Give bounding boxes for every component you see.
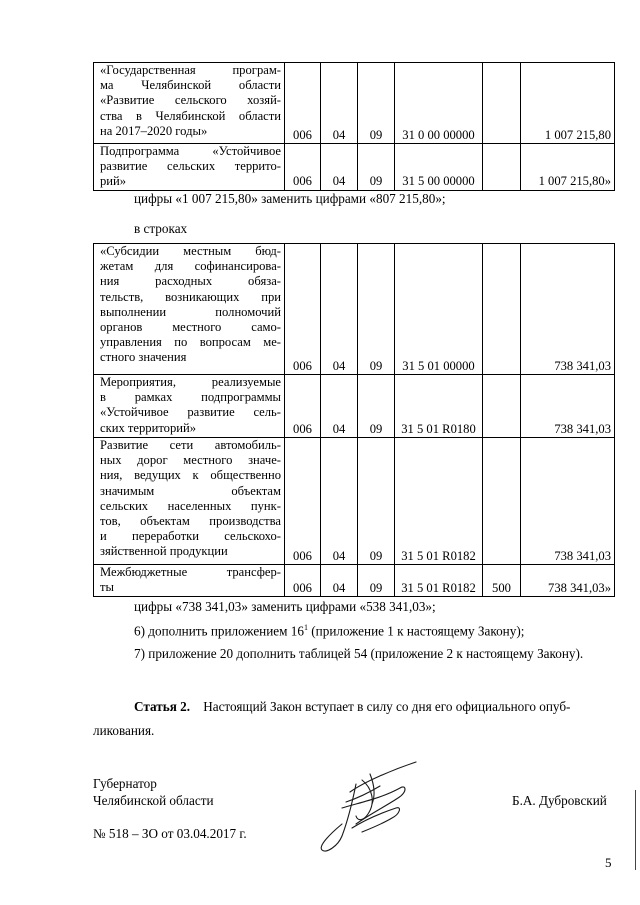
sum-cell: 1 007 215,80» bbox=[521, 144, 615, 191]
pr-cell: 09 bbox=[358, 144, 395, 191]
name-line: и переработки сельскохо- bbox=[100, 529, 281, 544]
rz-cell: 04 bbox=[321, 244, 358, 375]
rz-cell: 04 bbox=[321, 63, 358, 144]
csr-cell: 31 5 01 R0180 bbox=[395, 375, 483, 438]
vr-cell bbox=[483, 63, 521, 144]
in-rows-label: в строках bbox=[134, 221, 188, 236]
item-7: 7) приложение 20 дополнить таблицей 54 (приложение 2 к настоящему Закону). bbox=[134, 646, 584, 661]
vr-cell: 500 bbox=[483, 565, 521, 597]
rz-cell: 04 bbox=[321, 144, 358, 191]
name-line: жетам для софинансирова- bbox=[100, 259, 281, 274]
name-line: ты bbox=[100, 580, 114, 595]
signatory-name: Б.А. Дубровский bbox=[512, 793, 607, 808]
pr-cell: 09 bbox=[358, 63, 395, 144]
rz-cell: 04 bbox=[321, 565, 358, 597]
item-6-text: 6) дополнить приложением 16 bbox=[134, 623, 304, 639]
name-line: на 2017–2020 годы» bbox=[100, 123, 208, 138]
name-line: «Развитие сельского хозяй- bbox=[100, 93, 281, 108]
name-line: ма Челябинской области bbox=[100, 78, 281, 93]
pr-cell: 09 bbox=[358, 438, 395, 565]
name-line: развитие сельских террито- bbox=[100, 159, 281, 174]
name-line: Развитие сети автомобиль- bbox=[100, 438, 281, 452]
name-line: ния, ведущих к общественно bbox=[100, 468, 281, 483]
signature-stroke bbox=[350, 762, 416, 792]
page-number: 5 bbox=[605, 855, 612, 870]
signature-title bbox=[93, 775, 214, 809]
name-line: органов местного само- bbox=[100, 320, 281, 335]
name-line: «Субсидии местным бюд- bbox=[100, 244, 281, 258]
vr-cell bbox=[483, 438, 521, 565]
name-line: значимым объектам bbox=[100, 483, 281, 498]
program-name-cell bbox=[94, 438, 285, 565]
vr-cell bbox=[483, 144, 521, 191]
item-6 bbox=[134, 623, 524, 639]
name-line: рий» bbox=[100, 174, 127, 189]
name-line: в рамках подпрограммы bbox=[100, 390, 281, 405]
program-name-cell bbox=[94, 144, 285, 191]
article-2-line-1 bbox=[134, 699, 570, 715]
replace-instruction-2: цифры «738 341,03» заменить цифрами «538 341,03»; bbox=[134, 599, 436, 614]
csr-cell: 31 5 01 R0182 bbox=[395, 565, 483, 597]
program-name-cell bbox=[94, 63, 285, 144]
csr-cell: 31 5 01 R0182 bbox=[395, 438, 483, 565]
name-line: зяйственной продукции bbox=[100, 544, 228, 559]
pr-cell: 09 bbox=[358, 244, 395, 375]
ved-cell: 006 bbox=[285, 375, 321, 438]
name-line: тельств, возникающих при bbox=[100, 289, 281, 304]
article-2-label: Статья 2. bbox=[134, 699, 191, 714]
csr-cell: 31 5 01 00000 bbox=[395, 244, 483, 375]
pr-cell: 09 bbox=[358, 565, 395, 597]
sum-cell: 1 007 215,80 bbox=[521, 63, 615, 144]
pr-cell: 09 bbox=[358, 375, 395, 438]
rz-cell: 04 bbox=[321, 375, 358, 438]
rz-cell: 04 bbox=[321, 438, 358, 565]
sum-cell: 738 341,03» bbox=[521, 565, 615, 597]
name-line: сельских населенных пунк- bbox=[100, 498, 281, 513]
name-line: Подпрограмма «Устойчивое bbox=[100, 144, 281, 158]
ved-cell: 006 bbox=[285, 438, 321, 565]
table-row bbox=[94, 565, 615, 597]
ved-cell: 006 bbox=[285, 144, 321, 191]
table-row bbox=[94, 63, 615, 144]
program-name-cell bbox=[94, 375, 285, 438]
table-row bbox=[94, 144, 615, 191]
table-row bbox=[94, 244, 615, 375]
sum-cell: 738 341,03 bbox=[521, 244, 615, 375]
name-line: Межбюджетные трансфер- bbox=[100, 565, 281, 579]
name-line: ских территорий» bbox=[100, 420, 197, 435]
signature-stroke bbox=[321, 784, 356, 851]
csr-cell: 31 0 00 00000 bbox=[395, 63, 483, 144]
name-line: тов, объектам производства bbox=[100, 514, 281, 529]
signature-stroke bbox=[342, 787, 405, 824]
law-number: № 518 – ЗО от 03.04.2017 г. bbox=[93, 826, 247, 841]
name-line: ния расходных обяза- bbox=[100, 274, 281, 289]
csr-cell: 31 5 00 00000 bbox=[395, 144, 483, 191]
sum-cell: 738 341,03 bbox=[521, 375, 615, 438]
program-name-cell bbox=[94, 565, 285, 597]
budget-table-2 bbox=[93, 243, 615, 597]
name-line: Мероприятия, реализуемые bbox=[100, 375, 281, 389]
name-line: выполнении полномочий bbox=[100, 304, 281, 319]
signature-title-line-1: Губернатор bbox=[93, 776, 157, 791]
article-2-line-2: ликования. bbox=[93, 723, 155, 738]
replace-instruction-1: цифры «1 007 215,80» заменить цифрами «807 215,80»; bbox=[134, 191, 446, 206]
signature-title-line-2: Челябинской области bbox=[93, 793, 214, 808]
name-line: управления по вопросам ме- bbox=[100, 335, 281, 350]
table-row bbox=[94, 438, 615, 565]
name-line: ных дорог местного значе- bbox=[100, 453, 281, 468]
sum-cell: 738 341,03 bbox=[521, 438, 615, 565]
name-line: ства в Челябинской области bbox=[100, 108, 281, 123]
vr-cell bbox=[483, 375, 521, 438]
scan-edge-line bbox=[635, 790, 636, 870]
name-line: стного значения bbox=[100, 350, 187, 365]
item-6-superscript: 1 bbox=[303, 623, 308, 632]
item-6-rest: (приложение 1 к настоящему Закону); bbox=[307, 623, 525, 639]
article-2-text: Настоящий Закон вступает в силу со дня его официального опуб- bbox=[203, 699, 571, 714]
program-name-cell bbox=[94, 244, 285, 375]
ved-cell: 006 bbox=[285, 244, 321, 375]
handwritten-signature bbox=[312, 758, 424, 856]
name-line: «Государственная програм- bbox=[100, 63, 281, 77]
table-row bbox=[94, 375, 615, 438]
name-line: «Устойчивое развитие сель- bbox=[100, 405, 281, 420]
vr-cell bbox=[483, 244, 521, 375]
signature-stroke bbox=[346, 786, 380, 802]
ved-cell: 006 bbox=[285, 63, 321, 144]
ved-cell: 006 bbox=[285, 565, 321, 597]
budget-table-1 bbox=[93, 62, 615, 191]
